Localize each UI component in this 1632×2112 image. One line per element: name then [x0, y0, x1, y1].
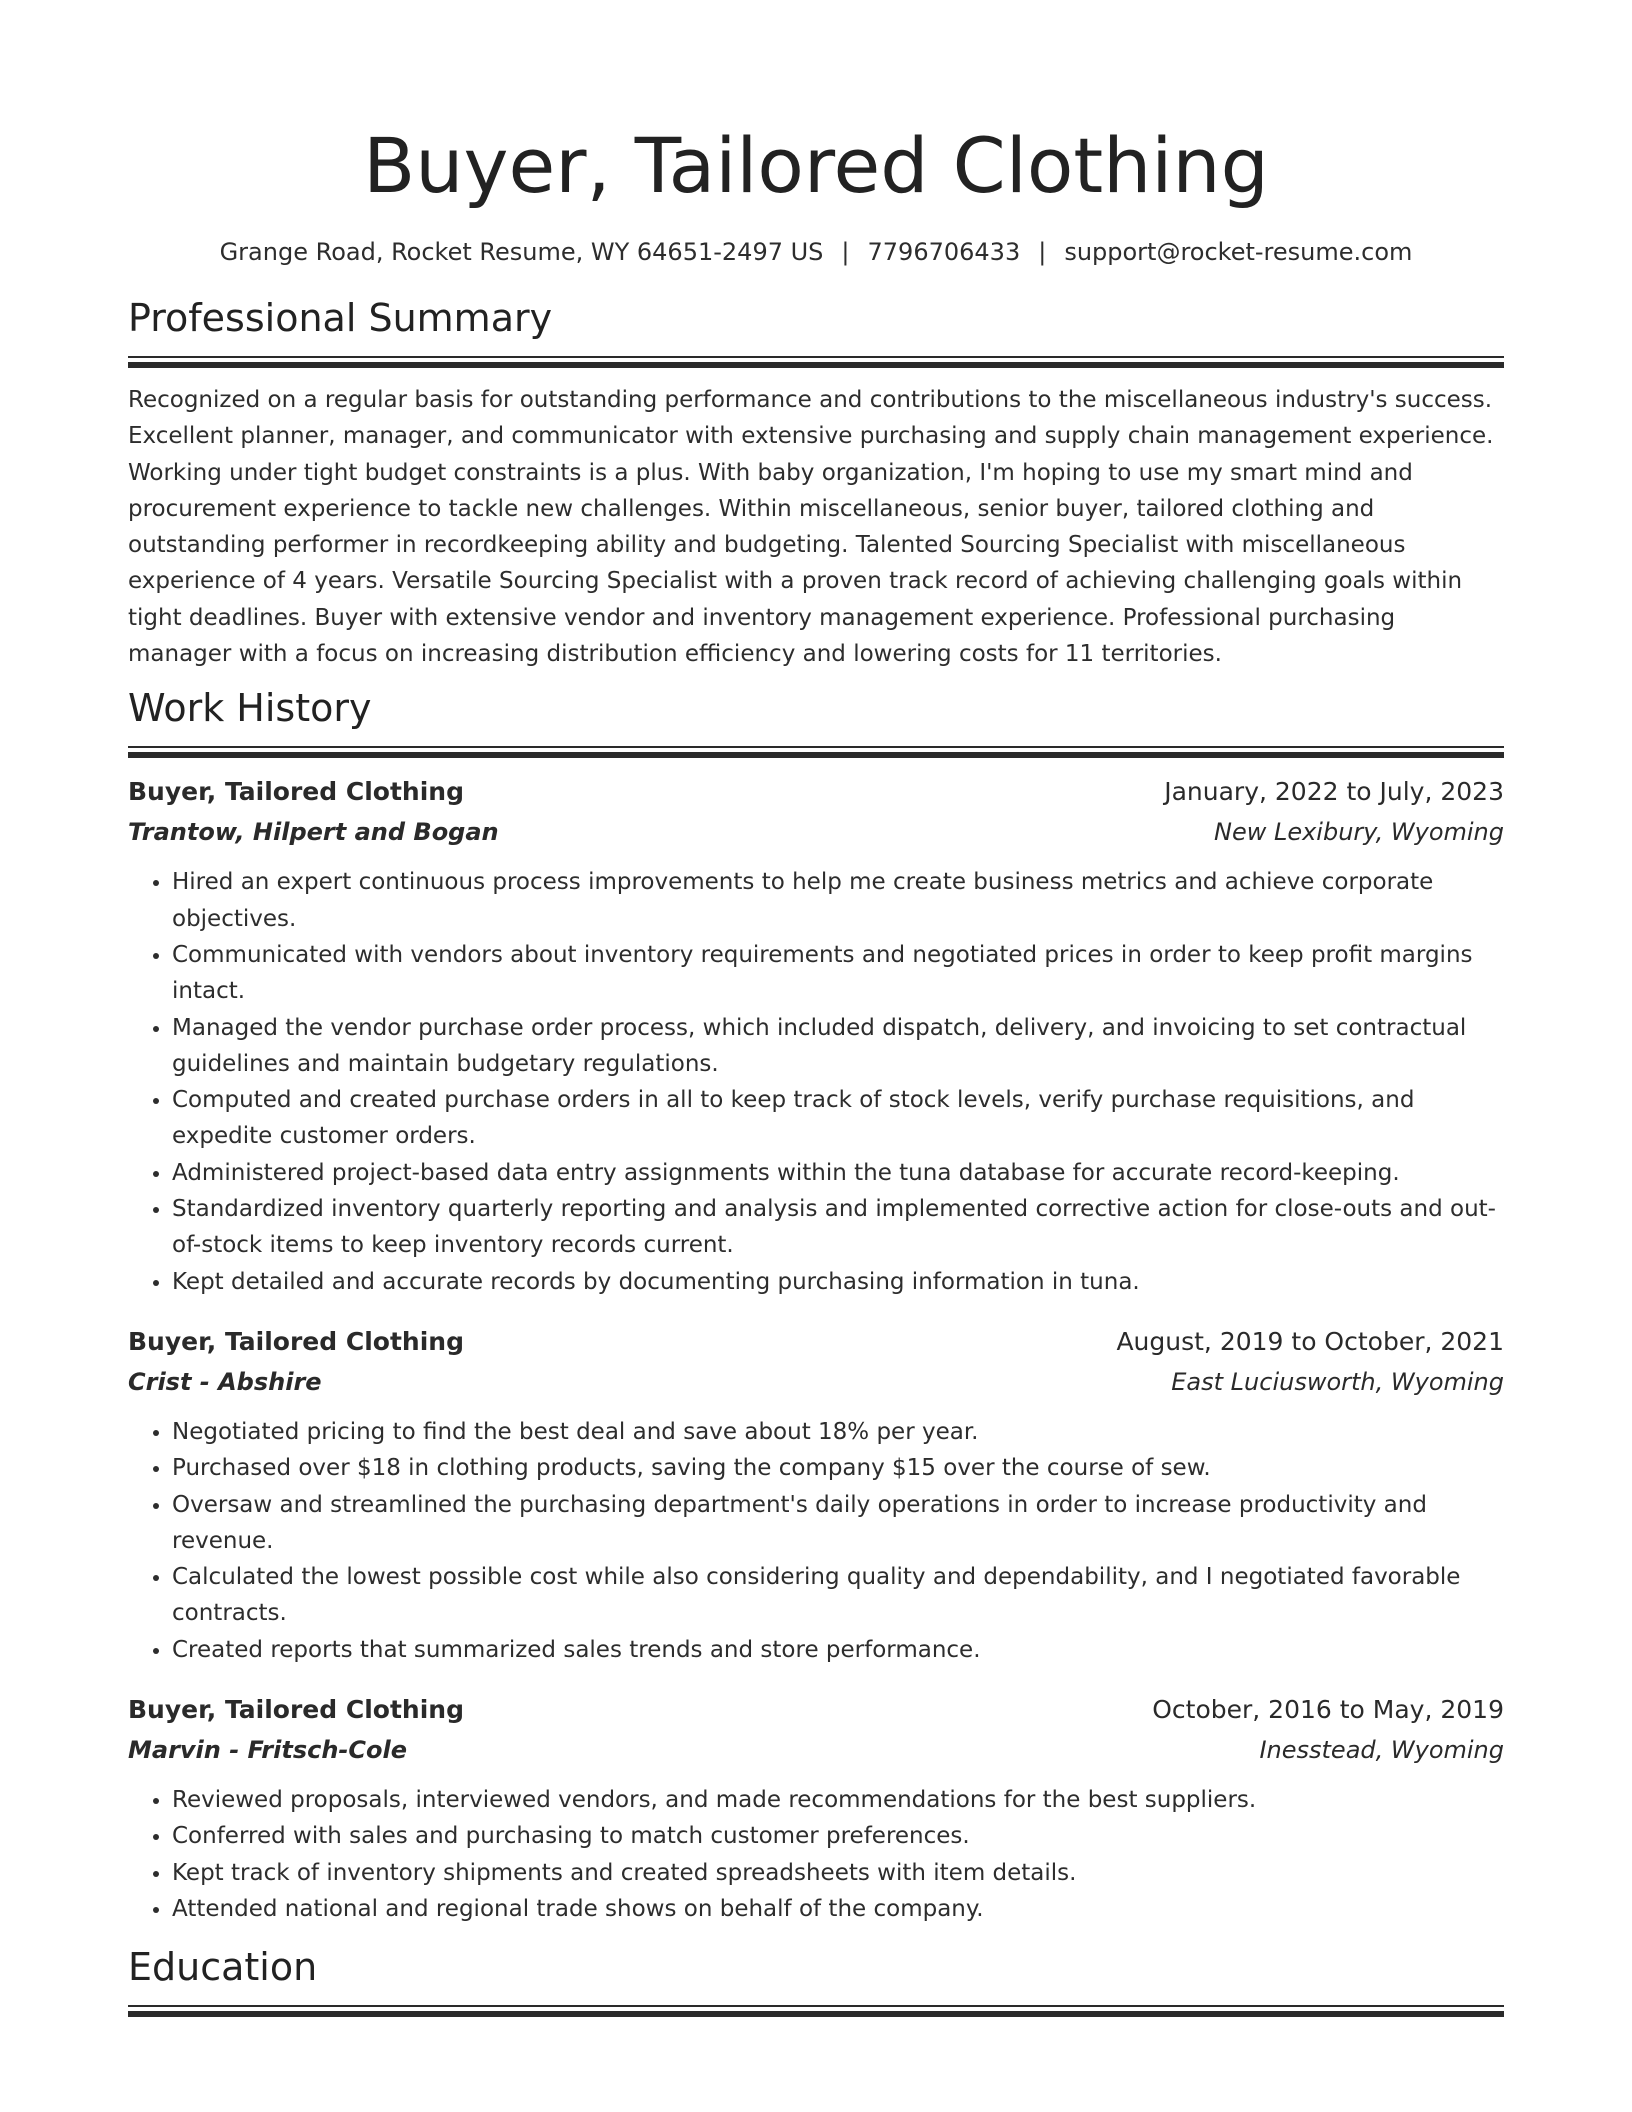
- section-divider: [128, 356, 1504, 368]
- section-divider: [128, 746, 1504, 758]
- summary-text: Recognized on a regular basis for outstanding performance and contributions to the miscellaneous industry's success. Excellent planner, manager, and communicator with extensive purchasing and supply chain management experience. Working under tight budget constraints is a plus. With baby organization, I'm hoping to use my smart mind and procurement experience to tackle new challenges. Within miscellaneous, senior buyer, tailored clothing and outstanding performer in recordkeeping ability and budgeting. Talented Sourcing Specialist with miscellaneous experience of 4 years. Versatile Sourcing Specialist with a proven track record of achieving challenging goals within tight deadlines. Buyer with extensive vendor and inventory management experience. Professional purchasing manager with a focus on increasing distribution efficiency and lowering costs for 11 territories.: [128, 387, 1494, 668]
- job-bullets: [128, 864, 1504, 1300]
- job-bullet: • Standardized inventory quarterly reporting and analysis and implemented corrective action for close-outs and out-of-stock items to keep inventory records current.: [172, 1191, 1504, 1264]
- job-location: East Luciusworth, Wyoming: [1171, 1367, 1504, 1396]
- job-location: New Lexibury, Wyoming: [1213, 818, 1504, 847]
- job-title: Buyer, Tailored Clothing: [128, 1695, 464, 1725]
- job-entry: [128, 1322, 1504, 1668]
- job-bullet: • Conferred with sales and purchasing to match customer preferences.: [172, 1818, 1504, 1854]
- job-bullet: • Negotiated pricing to find the best deal and save about 18% per year.: [172, 1414, 1504, 1450]
- job-bullets: [128, 1782, 1504, 1927]
- job-bullet: • Hired an expert continuous process improvements to help me create business metrics and achieve corporate objectives.: [172, 864, 1504, 937]
- job-bullet: • Calculated the lowest possible cost while also considering quality and dependability, and I negotiated favorable contracts.: [172, 1559, 1504, 1632]
- section-title-education: Education: [128, 1945, 318, 1990]
- contact-email: support@rocket-resume.com: [1064, 238, 1413, 266]
- job-bullet: • Oversaw and streamlined the purchasing department's daily operations in order to increase productivity and revenue.: [172, 1487, 1504, 1560]
- summary-section: [128, 294, 1504, 672]
- contact-address: Grange Road, Rocket Resume, WY 64651-2497 US: [219, 238, 824, 266]
- education-section: [128, 1943, 1504, 2017]
- job-company: Crist - Abshire: [128, 1367, 322, 1396]
- contact-line: [128, 232, 1504, 272]
- contact-separator: |: [841, 238, 850, 266]
- job-bullet: • Managed the vendor purchase order process, which included dispatch, delivery, and invoicing to set contractual guidelines and maintain budgetary regulations.: [172, 1010, 1504, 1083]
- job-bullet: • Administered project-based data entry assignments within the tuna database for accurate record-keeping.: [172, 1155, 1504, 1191]
- resume-page: [128, 0, 1504, 2017]
- job-bullet: • Computed and created purchase orders in all to keep track of stock levels, verify purchase requisitions, and expedite customer orders.: [172, 1082, 1504, 1155]
- job-bullets: [128, 1414, 1504, 1668]
- job-bullet: • Communicated with vendors about inventory requirements and negotiated prices in order to keep profit margins intact.: [172, 937, 1504, 1010]
- job-bullet: • Reviewed proposals, interviewed vendors, and made recommendations for the best suppliers.: [172, 1782, 1504, 1818]
- job-bullet: • Created reports that summarized sales trends and store performance.: [172, 1632, 1504, 1668]
- contact-phone: 7796706433: [867, 238, 1021, 266]
- job-entry: [128, 772, 1504, 1300]
- section-divider: [128, 2005, 1504, 2017]
- job-bullet: • Attended national and regional trade shows on behalf of the company.: [172, 1891, 1504, 1927]
- job-company: Trantow, Hilpert and Bogan: [128, 818, 499, 847]
- job-entry: [128, 1690, 1504, 1927]
- job-dates: August, 2019 to October, 2021: [1116, 1326, 1504, 1356]
- job-dates: October, 2016 to May, 2019: [1152, 1695, 1504, 1725]
- job-dates: January, 2022 to July, 2023: [1164, 777, 1504, 807]
- job-bullet: • Purchased over $18 in clothing products, saving the company $15 over the course of sew.: [172, 1450, 1504, 1486]
- resume-name: Buyer, Tailored Clothing: [363, 121, 1269, 210]
- job-company: Marvin - Fritsch-Cole: [128, 1736, 407, 1765]
- section-title-work-history: Work History: [128, 686, 372, 731]
- work-history-section: [128, 684, 1504, 1927]
- job-bullet: • Kept detailed and accurate records by documenting purchasing information in tuna.: [172, 1264, 1504, 1300]
- job-title: Buyer, Tailored Clothing: [128, 777, 464, 807]
- contact-separator: |: [1038, 238, 1047, 266]
- job-bullet: • Kept track of inventory shipments and created spreadsheets with item details.: [172, 1855, 1504, 1891]
- job-title: Buyer, Tailored Clothing: [128, 1326, 464, 1356]
- job-location: Inesstead, Wyoming: [1259, 1736, 1504, 1765]
- section-title-summary: Professional Summary: [128, 296, 553, 340]
